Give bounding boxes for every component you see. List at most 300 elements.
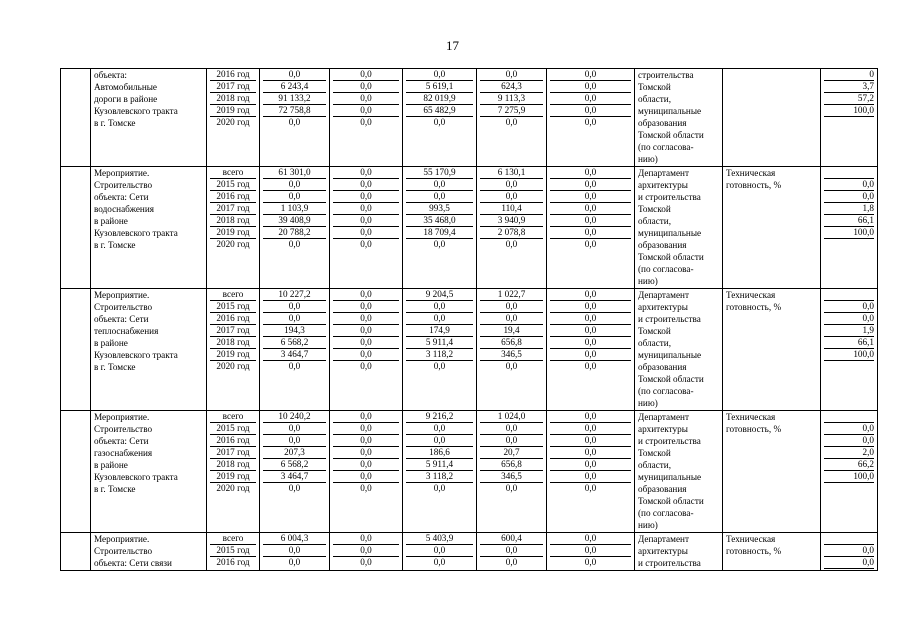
- amount-value: 194,3: [263, 325, 326, 337]
- executor-cell: [635, 411, 723, 533]
- amount-cell: [547, 69, 635, 167]
- amount-cell: [330, 411, 403, 533]
- amount-value: 207,3: [263, 447, 326, 459]
- amount-value: 0,0: [480, 191, 543, 203]
- year-value: 2020 год: [216, 117, 250, 127]
- amount-value: 0,0: [550, 459, 631, 471]
- executor-line: образования: [638, 240, 687, 250]
- indicator-line: Техническая: [726, 290, 776, 300]
- amount-value: 600,4: [480, 533, 543, 545]
- amount-value: 656,8: [480, 337, 543, 349]
- indicator-value: 0,0: [824, 557, 874, 569]
- amount-cell: [477, 167, 547, 289]
- year-cell: [207, 289, 260, 411]
- amount-value: 5 403,9: [406, 533, 473, 545]
- indicator-cell: [723, 69, 821, 167]
- program-table: [60, 68, 878, 571]
- amount-cell: [330, 167, 403, 289]
- amount-value: 3 464,7: [263, 471, 326, 483]
- amount-value: 0,0: [333, 105, 399, 117]
- executor-line: нию): [638, 276, 658, 286]
- amount-value: 0,0: [550, 105, 631, 117]
- amount-value: 35 468,0: [406, 215, 473, 227]
- year-value: 2018 год: [210, 93, 256, 105]
- indicator-value: 100,0: [824, 227, 874, 239]
- amount-cell: [547, 167, 635, 289]
- executor-cell: [635, 533, 723, 571]
- year-value: 2020 год: [216, 483, 250, 493]
- amount-value: 110,4: [480, 203, 543, 215]
- year-value: 2015 год: [210, 545, 256, 557]
- amount-value: 0,0: [584, 361, 597, 371]
- indicator-value: 0,0: [824, 545, 874, 557]
- indicator-value: 100,0: [824, 105, 874, 117]
- activity-name-line: Мероприятие.: [94, 412, 150, 422]
- amount-value: 0,0: [433, 117, 446, 127]
- indicator-value: [824, 167, 874, 179]
- amount-cell: [477, 533, 547, 571]
- amount-value: 18 709,4: [406, 227, 473, 239]
- indicator-value: 0: [824, 69, 874, 81]
- executor-line: муниципальные: [638, 350, 702, 360]
- amount-value: 6 130,1: [480, 167, 543, 179]
- amount-value: 0,0: [333, 203, 399, 215]
- table-row: [61, 533, 878, 571]
- indicator-value: [824, 411, 874, 423]
- indicator-value: 66,1: [824, 337, 874, 349]
- amount-value: 0,0: [584, 483, 597, 493]
- year-value: 2016 год: [210, 191, 256, 203]
- amount-value: 0,0: [550, 289, 631, 301]
- year-cell: [207, 411, 260, 533]
- amount-value: 0,0: [480, 69, 543, 81]
- executor-cell: [635, 69, 723, 167]
- amount-value: 0,0: [550, 69, 631, 81]
- year-value: всего: [210, 167, 256, 179]
- amount-value: 5 619,1: [406, 81, 473, 93]
- amount-cell: [547, 533, 635, 571]
- amount-value: 0,0: [433, 361, 446, 371]
- year-value: 2017 год: [210, 325, 256, 337]
- year-value: 2016 год: [210, 69, 256, 81]
- activity-name-line: Кузовлевского тракта: [94, 472, 178, 482]
- executor-line: Томской области: [638, 252, 704, 262]
- amount-value: 174,9: [406, 325, 473, 337]
- executor-line: нию): [638, 520, 658, 530]
- amount-value: 0,0: [263, 191, 326, 203]
- year-value: 2018 год: [210, 459, 256, 471]
- amount-value: 6 568,2: [263, 337, 326, 349]
- year-value: 2020 год: [216, 361, 250, 371]
- activity-name-line: теплоснабжения: [94, 326, 159, 336]
- executor-line: области,: [638, 460, 672, 470]
- amount-value: 346,5: [480, 349, 543, 361]
- executor-line: Томской: [638, 448, 671, 458]
- activity-name-line: Автомобильные: [94, 82, 157, 92]
- executor-line: Томской области: [638, 374, 704, 384]
- amount-cell: [330, 289, 403, 411]
- activity-name-line: Строительство: [94, 180, 153, 190]
- amount-cell: [403, 411, 477, 533]
- amount-value: 0,0: [333, 81, 399, 93]
- indicator-line: готовность, %: [726, 546, 782, 556]
- amount-value: 0,0: [333, 423, 399, 435]
- executor-cell: [635, 167, 723, 289]
- amount-cell: [477, 411, 547, 533]
- amount-value: 0,0: [333, 313, 399, 325]
- amount-cell: [403, 289, 477, 411]
- amount-value: 0,0: [433, 483, 446, 493]
- amount-value: 0,0: [550, 349, 631, 361]
- amount-value: 0,0: [360, 239, 372, 249]
- amount-value: 0,0: [550, 435, 631, 447]
- table-row: [61, 289, 878, 411]
- year-value: 2019 год: [210, 105, 256, 117]
- executor-line: Департамент: [638, 290, 689, 300]
- amount-value: 0,0: [480, 545, 543, 557]
- amount-value: 0,0: [333, 215, 399, 227]
- amount-cell: [260, 289, 330, 411]
- amount-value: 656,8: [480, 459, 543, 471]
- amount-value: 0,0: [550, 301, 631, 313]
- amount-value: 0,0: [550, 215, 631, 227]
- executor-line: архитектуры: [638, 546, 688, 556]
- amount-value: 0,0: [550, 471, 631, 483]
- amount-value: 0,0: [550, 227, 631, 239]
- year-value: всего: [210, 533, 256, 545]
- activity-name-line: объекта: Сети: [94, 436, 149, 446]
- amount-value: 0,0: [584, 557, 597, 567]
- amount-value: 6 568,2: [263, 459, 326, 471]
- amount-cell: [330, 533, 403, 571]
- amount-value: 0,0: [406, 423, 473, 435]
- executor-line: (по согласова-: [638, 264, 694, 274]
- indicator-value: 57,2: [824, 93, 874, 105]
- amount-value: 0,0: [550, 81, 631, 93]
- amount-value: 9 216,2: [406, 411, 473, 423]
- amount-value: 0,0: [406, 545, 473, 557]
- amount-value: 0,0: [550, 533, 631, 545]
- activity-name-line: объекта: Сети: [94, 192, 149, 202]
- activity-name-line: в г. Томске: [94, 118, 136, 128]
- number-cell: [61, 289, 91, 411]
- year-value: 2019 год: [210, 227, 256, 239]
- indicator-line: готовность, %: [726, 302, 782, 312]
- amount-value: 0,0: [333, 93, 399, 105]
- amount-value: 5 911,4: [406, 337, 473, 349]
- year-value: 2018 год: [210, 337, 256, 349]
- amount-value: 0,0: [550, 337, 631, 349]
- executor-line: Департамент: [638, 534, 689, 544]
- amount-value: 0,0: [333, 459, 399, 471]
- amount-value: 0,0: [333, 545, 399, 557]
- amount-value: 0,0: [263, 301, 326, 313]
- executor-line: (по согласова-: [638, 386, 694, 396]
- table-row: [61, 167, 878, 289]
- year-value: 2015 год: [210, 423, 256, 435]
- amount-value: 0,0: [288, 117, 301, 127]
- indicator-value: 0,0: [824, 301, 874, 313]
- year-cell: [207, 167, 260, 289]
- year-value: 2016 год: [210, 313, 256, 325]
- executor-line: Департамент: [638, 412, 689, 422]
- indicator-value: 0,0: [824, 313, 874, 325]
- executor-line: архитектуры: [638, 424, 688, 434]
- activity-name-cell: [91, 167, 207, 289]
- activity-name-line: в г. Томске: [94, 484, 136, 494]
- amount-value: 0,0: [406, 191, 473, 203]
- year-value: 2017 год: [210, 447, 256, 459]
- indicator-cell: [723, 289, 821, 411]
- executor-line: Томской: [638, 326, 671, 336]
- amount-value: 0,0: [333, 179, 399, 191]
- amount-value: 0,0: [505, 117, 518, 127]
- executor-line: и строительства: [638, 558, 701, 568]
- activity-name-line: Кузовлевского тракта: [94, 228, 178, 238]
- amount-value: 0,0: [263, 423, 326, 435]
- amount-value: 0,0: [550, 447, 631, 459]
- activity-name-line: в г. Томске: [94, 362, 136, 372]
- amount-value: 20,7: [480, 447, 543, 459]
- activity-name-line: в районе: [94, 338, 128, 348]
- activity-name-cell: [91, 411, 207, 533]
- amount-value: 10 240,2: [263, 411, 326, 423]
- amount-cell: [330, 69, 403, 167]
- amount-value: 2 078,8: [480, 227, 543, 239]
- amount-value: 0,0: [550, 313, 631, 325]
- amount-cell: [260, 69, 330, 167]
- year-value: 2019 год: [210, 471, 256, 483]
- indicator-values-cell: [821, 167, 878, 289]
- year-value: 2015 год: [210, 179, 256, 191]
- indicator-value: 0,0: [824, 179, 874, 191]
- amount-value: 0,0: [550, 93, 631, 105]
- indicator-value: [824, 533, 874, 545]
- indicator-value: 0,0: [824, 423, 874, 435]
- indicator-value: 1,8: [824, 203, 874, 215]
- amount-value: 0,0: [288, 361, 301, 371]
- amount-value: 0,0: [263, 313, 326, 325]
- amount-value: 0,0: [360, 117, 372, 127]
- indicator-value: 66,2: [824, 459, 874, 471]
- amount-value: 0,0: [333, 325, 399, 337]
- indicator-line: готовность, %: [726, 424, 782, 434]
- executor-line: и строительства: [638, 192, 701, 202]
- amount-value: 624,3: [480, 81, 543, 93]
- activity-name-line: Строительство: [94, 424, 153, 434]
- amount-value: 20 788,2: [263, 227, 326, 239]
- executor-line: архитектуры: [638, 180, 688, 190]
- amount-value: 0,0: [333, 349, 399, 361]
- year-cell: [207, 533, 260, 571]
- executor-line: образования: [638, 362, 687, 372]
- amount-value: 0,0: [333, 411, 399, 423]
- amount-value: 0,0: [550, 203, 631, 215]
- amount-value: 0,0: [505, 239, 518, 249]
- executor-line: муниципальные: [638, 228, 702, 238]
- indicator-value: 100,0: [824, 349, 874, 361]
- amount-value: 3 118,2: [406, 349, 473, 361]
- amount-value: 186,6: [406, 447, 473, 459]
- activity-name-line: объекта:: [94, 70, 127, 80]
- amount-value: 0,0: [584, 117, 597, 127]
- amount-value: 0,0: [288, 483, 301, 493]
- executor-line: Томской: [638, 82, 671, 92]
- number-cell: [61, 411, 91, 533]
- executor-line: области,: [638, 94, 672, 104]
- amount-value: 0,0: [360, 361, 372, 371]
- year-value: 2015 год: [210, 301, 256, 313]
- amount-value: 39 408,9: [263, 215, 326, 227]
- year-cell: [207, 69, 260, 167]
- amount-value: 1 024,0: [480, 411, 543, 423]
- amount-value: 55 170,9: [406, 167, 473, 179]
- amount-value: 0,0: [333, 301, 399, 313]
- executor-line: образования: [638, 484, 687, 494]
- activity-name-line: объекта: Сети связи: [94, 558, 172, 568]
- indicator-cell: [723, 411, 821, 533]
- amount-value: 0,0: [433, 557, 446, 567]
- executor-line: строительства: [638, 70, 694, 80]
- indicator-line: Техническая: [726, 168, 776, 178]
- indicator-line: Техническая: [726, 412, 776, 422]
- activity-name-cell: [91, 69, 207, 167]
- table-row: [61, 69, 878, 167]
- year-value: всего: [210, 289, 256, 301]
- activity-name-line: Кузовлевского тракта: [94, 106, 178, 116]
- number-cell: [61, 69, 91, 167]
- amount-value: 993,5: [406, 203, 473, 215]
- amount-value: 3 464,7: [263, 349, 326, 361]
- indicator-value: [824, 289, 874, 301]
- activity-name-line: газоснабжения: [94, 448, 153, 458]
- executor-cell: [635, 289, 723, 411]
- indicator-line: Техническая: [726, 534, 776, 544]
- amount-value: 0,0: [333, 533, 399, 545]
- amount-value: 0,0: [333, 447, 399, 459]
- amount-value: 0,0: [406, 313, 473, 325]
- activity-name-line: Строительство: [94, 546, 153, 556]
- amount-value: 0,0: [480, 313, 543, 325]
- amount-value: 0,0: [333, 69, 399, 81]
- amount-value: 65 482,9: [406, 105, 473, 117]
- amount-value: 0,0: [550, 179, 631, 191]
- amount-value: 0,0: [333, 337, 399, 349]
- number-cell: [61, 167, 91, 289]
- activity-name-line: Строительство: [94, 302, 153, 312]
- amount-value: 0,0: [505, 361, 518, 371]
- indicator-value: 3,7: [824, 81, 874, 93]
- amount-value: 72 758,8: [263, 105, 326, 117]
- indicator-cell: [723, 533, 821, 571]
- amount-value: 346,5: [480, 471, 543, 483]
- amount-value: 0,0: [333, 167, 399, 179]
- amount-value: 0,0: [550, 167, 631, 179]
- activity-name-cell: [91, 289, 207, 411]
- amount-value: 9 204,5: [406, 289, 473, 301]
- indicator-values-cell: [821, 289, 878, 411]
- executor-line: муниципальные: [638, 472, 702, 482]
- amount-value: 0,0: [550, 325, 631, 337]
- amount-value: 0,0: [480, 301, 543, 313]
- amount-value: 0,0: [360, 557, 372, 567]
- amount-value: 0,0: [480, 179, 543, 191]
- executor-line: и строительства: [638, 314, 701, 324]
- amount-value: 5 911,4: [406, 459, 473, 471]
- amount-value: 0,0: [550, 411, 631, 423]
- year-value: 2017 год: [210, 81, 256, 93]
- amount-value: 61 301,0: [263, 167, 326, 179]
- amount-value: 3 940,9: [480, 215, 543, 227]
- amount-value: 82 019,9: [406, 93, 473, 105]
- executor-line: Томской: [638, 204, 671, 214]
- year-value: 2017 год: [210, 203, 256, 215]
- amount-value: 7 275,9: [480, 105, 543, 117]
- amount-cell: [477, 69, 547, 167]
- amount-value: 0,0: [505, 557, 518, 567]
- indicator-line: готовность, %: [726, 180, 782, 190]
- indicator-cell: [723, 167, 821, 289]
- activity-name-line: в г. Томске: [94, 240, 136, 250]
- executor-line: нию): [638, 154, 658, 164]
- amount-value: 0,0: [550, 423, 631, 435]
- amount-value: 9 113,3: [480, 93, 543, 105]
- activity-name-line: дороги в районе: [94, 94, 158, 104]
- amount-value: 0,0: [333, 471, 399, 483]
- amount-value: 0,0: [288, 557, 301, 567]
- indicator-value: 2,0: [824, 447, 874, 459]
- amount-value: 6 243,4: [263, 81, 326, 93]
- executor-line: муниципальные: [638, 106, 702, 116]
- activity-name-line: в районе: [94, 460, 128, 470]
- amount-cell: [547, 289, 635, 411]
- year-value: 2020 год: [216, 239, 250, 249]
- indicator-values-cell: [821, 411, 878, 533]
- indicator-value: 0,0: [824, 191, 874, 203]
- activity-name-line: Мероприятие.: [94, 534, 150, 544]
- indicator-value: 66,1: [824, 215, 874, 227]
- amount-value: 0,0: [433, 239, 446, 249]
- amount-value: 0,0: [406, 301, 473, 313]
- executor-line: Департамент: [638, 168, 689, 178]
- amount-value: 6 004,3: [263, 533, 326, 545]
- year-value: 2019 год: [210, 349, 256, 361]
- amount-value: 0,0: [360, 483, 372, 493]
- indicator-value: 0,0: [824, 435, 874, 447]
- amount-value: 91 133,2: [263, 93, 326, 105]
- activity-name-line: водоснабжения: [94, 204, 154, 214]
- amount-value: 0,0: [406, 179, 473, 191]
- amount-value: 0,0: [550, 191, 631, 203]
- executor-line: образования: [638, 118, 687, 128]
- executor-line: и строительства: [638, 436, 701, 446]
- amount-value: 0,0: [263, 435, 326, 447]
- amount-value: 0,0: [288, 239, 301, 249]
- amount-cell: [403, 533, 477, 571]
- executor-line: нию): [638, 398, 658, 408]
- amount-value: 0,0: [550, 545, 631, 557]
- table-body: [61, 69, 878, 571]
- amount-cell: [477, 289, 547, 411]
- amount-value: 19,4: [480, 325, 543, 337]
- year-value: 2018 год: [210, 215, 256, 227]
- activity-name-line: Мероприятие.: [94, 290, 150, 300]
- amount-value: 0,0: [480, 435, 543, 447]
- activity-name-line: объекта: Сети: [94, 314, 149, 324]
- activity-name-cell: [91, 533, 207, 571]
- amount-value: 0,0: [333, 289, 399, 301]
- indicator-values-cell: [821, 533, 878, 571]
